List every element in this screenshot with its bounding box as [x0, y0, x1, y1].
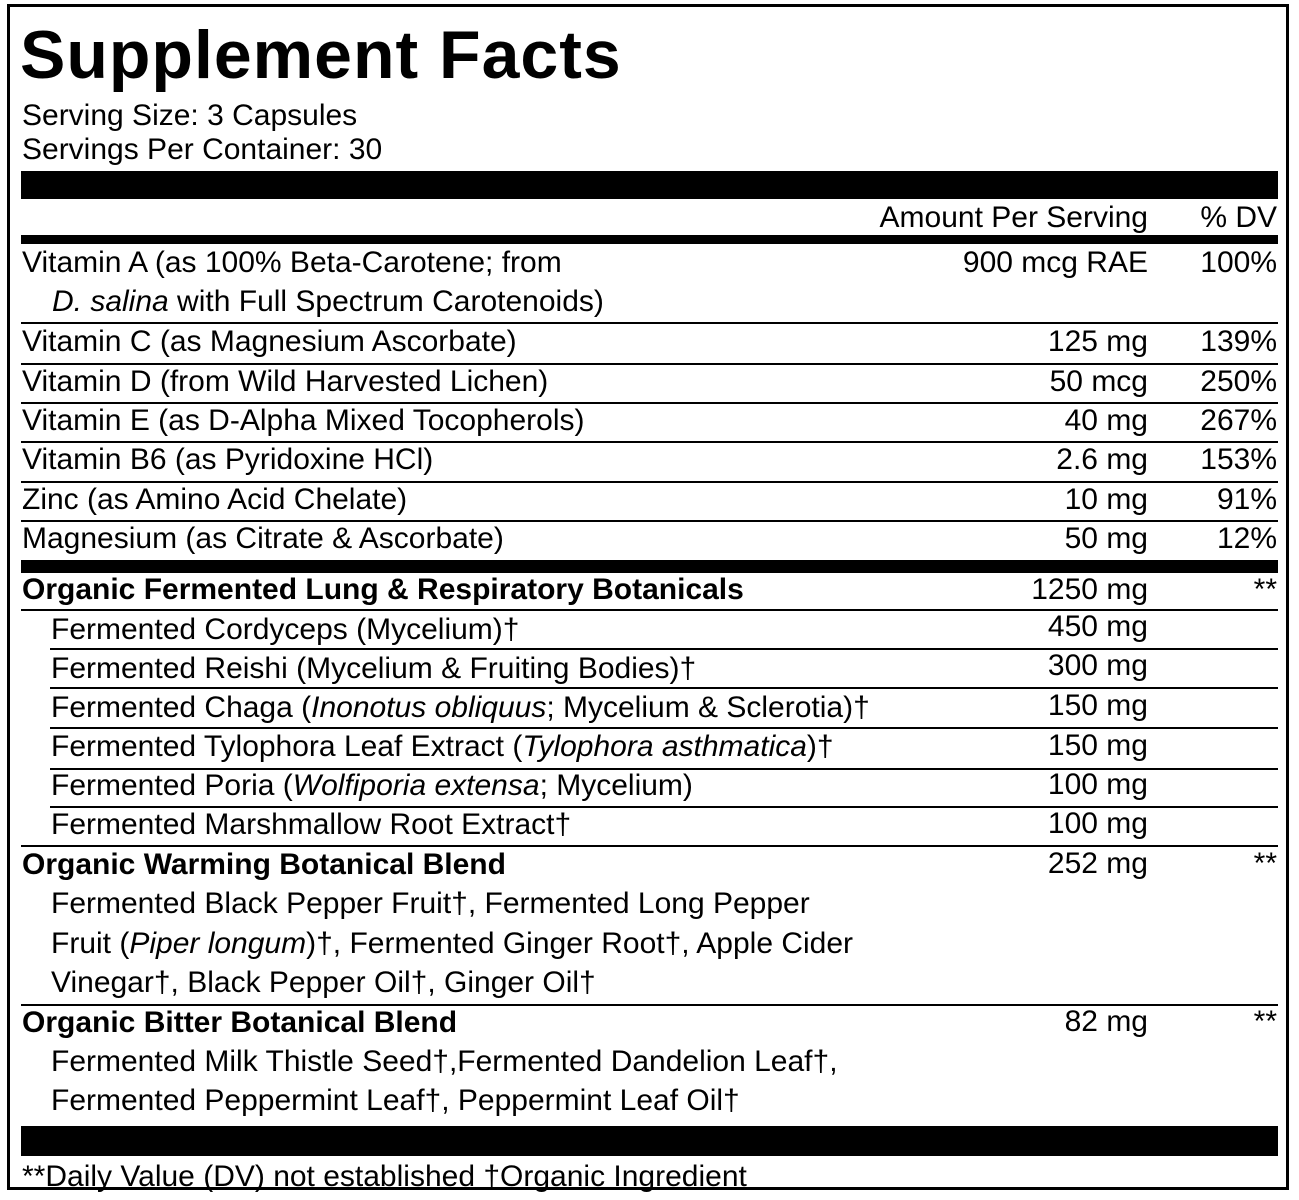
reishi-amount: 300 mg: [1047, 649, 1148, 682]
poria-amount: 100 mg: [1047, 768, 1148, 801]
chaga-name: [51, 691, 870, 725]
panel-title: Supplement Facts: [20, 17, 622, 93]
warming-line2-pre: Fruit (: [51, 927, 130, 960]
zinc-dv: 91%: [1216, 483, 1277, 516]
vitamin-c-dv: 139%: [1200, 325, 1277, 358]
warming-blend-ingredients-line2: [51, 927, 853, 961]
cordyceps-amount: 450 mg: [1047, 610, 1148, 643]
vitamin-c-amount: 125 mg: [1047, 325, 1148, 358]
vitamin-a-source-rest: with Full Spectrum Carotenoids): [168, 285, 604, 318]
tylophora-amount: 150 mg: [1047, 729, 1148, 762]
chaga-name-post: ; Mycelium & Sclerotia)†: [546, 691, 870, 724]
warming-line2-post: )†, Fermented Ginger Root†, Apple Cider: [306, 927, 854, 960]
bitter-blend-name: Organic Bitter Botanical Blend: [22, 1006, 458, 1039]
chaga-name-pre: Fermented Chaga (: [51, 691, 312, 724]
vitamin-a-name-line2: [52, 285, 604, 319]
amount-per-serving-header: Amount Per Serving: [879, 201, 1148, 234]
lung-blend-amount: 1250 mg: [1031, 573, 1148, 606]
servings-per-container: Servings Per Container: 30: [22, 133, 383, 166]
vitamin-b6-amount: 2.6 mg: [1056, 443, 1148, 476]
vitamin-d-dv: 250%: [1200, 365, 1277, 398]
poria-name-italic: Wolfiporia extensa: [292, 769, 540, 802]
vitamin-a-amount: 900 mcg RAE: [962, 246, 1148, 279]
warming-blend-ingredients-line3: Vinegar†, Black Pepper Oil†, Ginger Oil†: [51, 966, 596, 999]
vitamin-b6-name: Vitamin B6 (as Pyridoxine HCl): [22, 443, 434, 476]
reishi-name: Fermented Reishi (Mycelium & Fruiting Bodies)†: [51, 652, 697, 685]
thick-divider-top: [21, 171, 1278, 199]
vitamin-d-amount: 50 mcg: [1049, 365, 1148, 398]
vitamins-section-divider: [21, 560, 1278, 573]
tylophora-name: [51, 730, 834, 764]
warming-blend-dv: **: [1253, 847, 1277, 880]
vitamin-c-name: Vitamin C (as Magnesium Ascorbate): [22, 325, 517, 358]
warming-blend-ingredients-line1: Fermented Black Pepper Fruit†, Fermented Long Pepper: [51, 887, 810, 920]
warming-line2-italic: Piper longum: [129, 927, 307, 960]
chaga-name-italic: Inonotus obliquus: [311, 691, 547, 724]
marshmallow-amount: 100 mg: [1047, 807, 1148, 840]
bitter-blend-dv: **: [1253, 1005, 1277, 1038]
vitamin-a-source-italic: D. salina: [52, 285, 169, 318]
row-divider: [21, 322, 1278, 324]
chaga-amount: 150 mg: [1047, 689, 1148, 722]
lung-blend-name: Organic Fermented Lung & Respiratory Botanicals: [22, 573, 744, 606]
poria-name: [51, 769, 693, 803]
poria-name-post: ; Mycelium): [539, 769, 693, 802]
supplement-facts-panel: [7, 4, 1289, 1193]
magnesium-amount: 50 mg: [1064, 522, 1148, 555]
vitamin-e-amount: 40 mg: [1064, 404, 1148, 437]
zinc-amount: 10 mg: [1064, 483, 1148, 516]
bitter-blend-amount: 82 mg: [1064, 1005, 1148, 1038]
footnote: **Daily Value (DV) not established †Organic Ingredient: [22, 1160, 747, 1193]
magnesium-name: Magnesium (as Citrate & Ascorbate): [22, 522, 504, 555]
zinc-name: Zinc (as Amino Acid Chelate): [22, 483, 408, 516]
vitamin-e-dv: 267%: [1200, 404, 1277, 437]
vitamin-e-name: Vitamin E (as D-Alpha Mixed Tocopherols): [22, 404, 585, 437]
marshmallow-name: Fermented Marshmallow Root Extract†: [51, 808, 572, 841]
vitamin-d-name: Vitamin D (from Wild Harvested Lichen): [22, 365, 549, 398]
magnesium-dv: 12%: [1216, 522, 1277, 555]
poria-name-pre: Fermented Poria (: [51, 769, 293, 802]
serving-size: Serving Size: 3 Capsules: [22, 99, 358, 132]
bitter-blend-ingredients-line2: Fermented Peppermint Leaf†, Peppermint Leaf Oil†: [51, 1084, 740, 1117]
vitamin-a-dv: 100%: [1200, 246, 1277, 279]
cordyceps-name: Fermented Cordyceps (Mycelium)†: [51, 613, 520, 646]
header-divider: [21, 235, 1278, 244]
bitter-blend-ingredients-line1: Fermented Milk Thistle Seed†,Fermented Dandelion Leaf†,: [51, 1045, 838, 1078]
tylophora-name-pre: Fermented Tylophora Leaf Extract (: [51, 730, 523, 763]
vitamin-b6-dv: 153%: [1200, 443, 1277, 476]
warming-blend-amount: 252 mg: [1047, 847, 1148, 880]
vitamin-a-name-line1: Vitamin A (as 100% Beta-Carotene; from: [22, 246, 562, 279]
thick-divider-bottom: [21, 1126, 1278, 1156]
tylophora-name-post: )†: [806, 730, 834, 763]
dv-header: % DV: [1200, 201, 1277, 234]
lung-blend-dv: **: [1253, 573, 1277, 606]
warming-blend-name: Organic Warming Botanical Blend: [22, 848, 506, 881]
tylophora-name-italic: Tylophora asthmatica: [522, 730, 807, 763]
